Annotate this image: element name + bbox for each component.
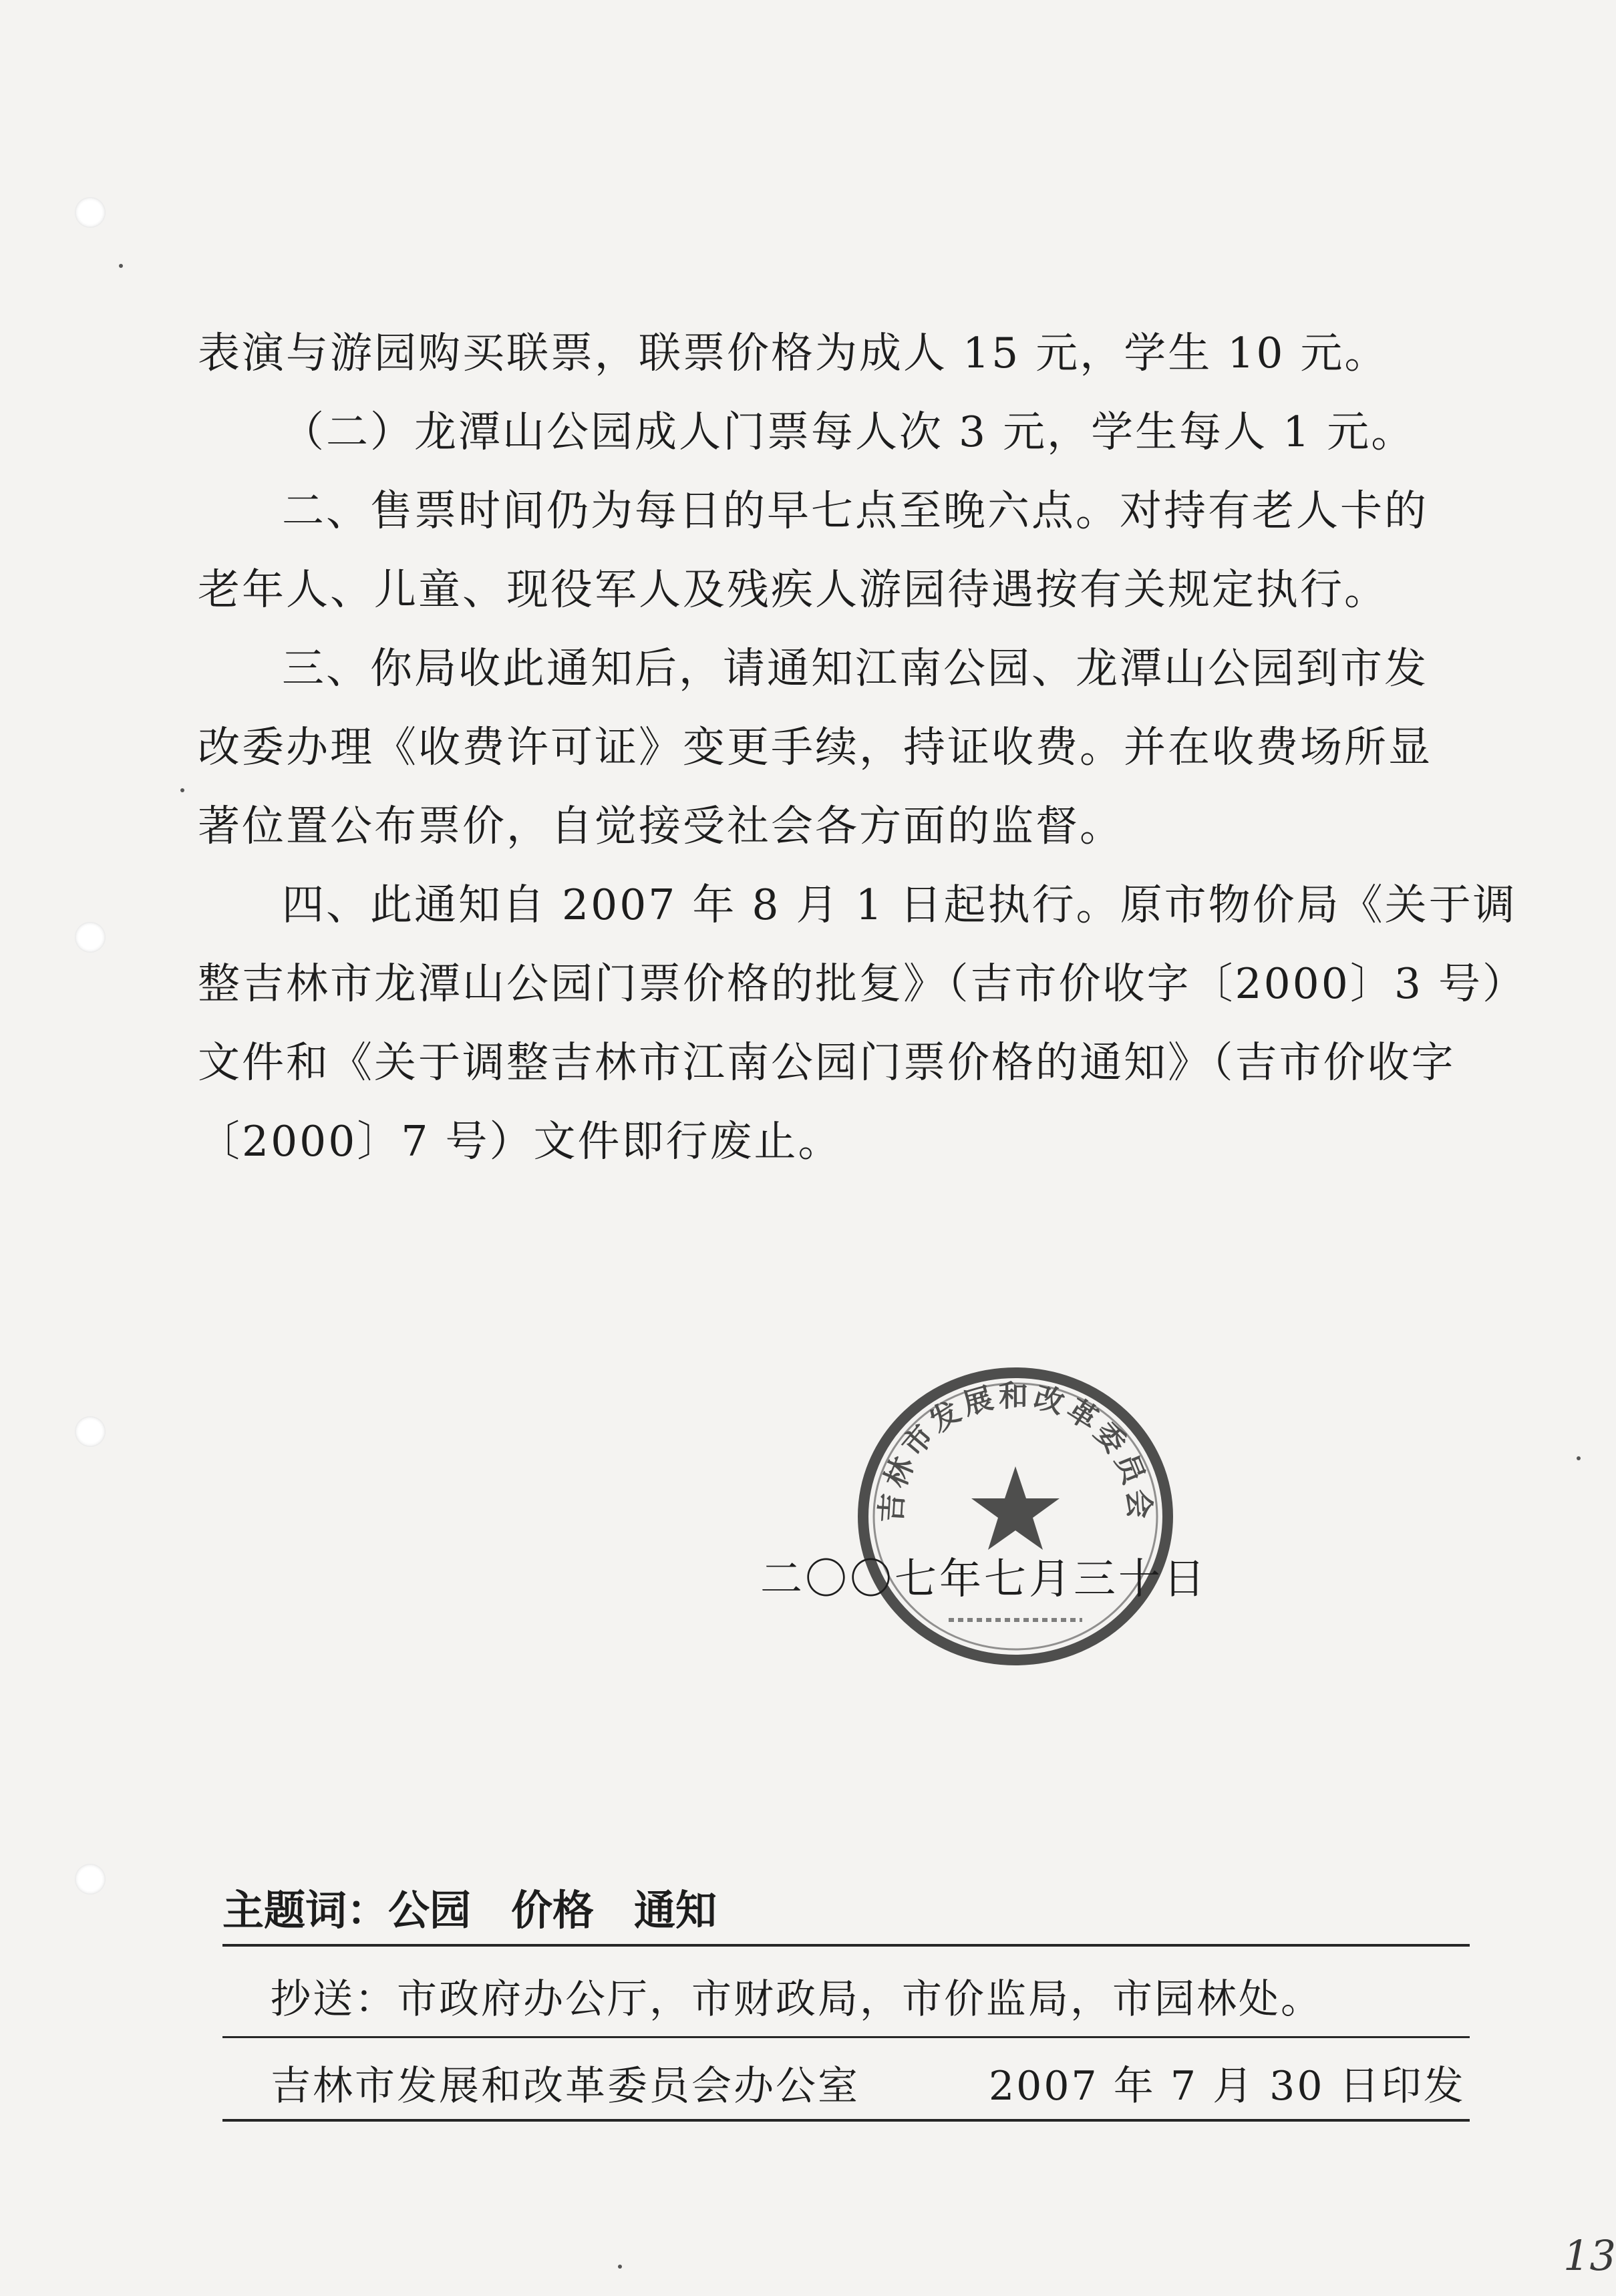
- keywords-label: 主题词：: [222, 1886, 389, 1935]
- punch-hole: [75, 197, 106, 228]
- body-line: （二）龙潭山公园成人门票每人次 3 元，学生每人 1 元。: [282, 407, 1416, 456]
- cc-recipients: 抄送：市政府办公厅，市财政局，市价监局，市园林处。: [271, 1976, 1323, 2023]
- page-number: 13: [1563, 2231, 1616, 2280]
- body-line: 三、你局收此通知后，请通知江南公园、龙潭山公园到市发: [282, 644, 1428, 693]
- footer-rule: [222, 2036, 1470, 2038]
- body-line: 改委办理《收费许可证》变更手续，持证收费。并在收费场所显: [198, 723, 1432, 772]
- notice-body: [198, 314, 1526, 1181]
- keyword: 价格: [511, 1886, 595, 1935]
- scan-speck: [180, 788, 184, 792]
- body-line: 二、售票时间仍为每日的早七点至晚六点。对持有老人卡的: [282, 486, 1428, 535]
- footer-rule: [222, 1944, 1470, 1947]
- body-line: 四、此通知自 2007 年 8 月 1 日起执行。原市物价局《关于调: [282, 880, 1517, 929]
- scan-speck: [119, 264, 123, 268]
- scan-speck: [1577, 1456, 1581, 1460]
- body-line: 老年人、儿童、现役军人及残疾人游园待遇按有关规定执行。: [198, 565, 1388, 614]
- keyword: 公园: [388, 1886, 472, 1935]
- official-seal-icon: [848, 1356, 1182, 1670]
- seal-ring-text: 吉林市发展和改革委员会: [874, 1379, 1157, 1524]
- body-line: 整吉林市龙潭山公园门票价格的批复》（吉市价收字〔2000〕3 号）: [198, 959, 1526, 1008]
- punch-hole: [75, 1416, 106, 1447]
- body-line: 〔2000〕7 号）文件即行废止。: [198, 1117, 842, 1166]
- punch-hole: [75, 1864, 106, 1895]
- punch-hole: [75, 922, 106, 953]
- body-line: 表演与游园购买联票，联票价格为成人 15 元，学生 10 元。: [198, 329, 1389, 377]
- scan-speck: [618, 2265, 622, 2269]
- signature-date: 二〇〇七年七月三十日: [760, 1554, 1208, 1603]
- body-line: 著位置公布票价，自觉接受社会各方面的监督。: [198, 802, 1124, 850]
- issue-date: 2007 年 7 月 30 日印发: [989, 2063, 1466, 2110]
- subject-keywords: [222, 1880, 757, 1941]
- issuing-office: 吉林市发展和改革委员会办公室: [271, 2063, 860, 2110]
- keyword: 通知: [634, 1886, 717, 1935]
- body-line: 文件和《关于调整吉林市江南公园门票价格的通知》（吉市价收字: [198, 1038, 1456, 1087]
- footer-rule: [222, 2119, 1470, 2122]
